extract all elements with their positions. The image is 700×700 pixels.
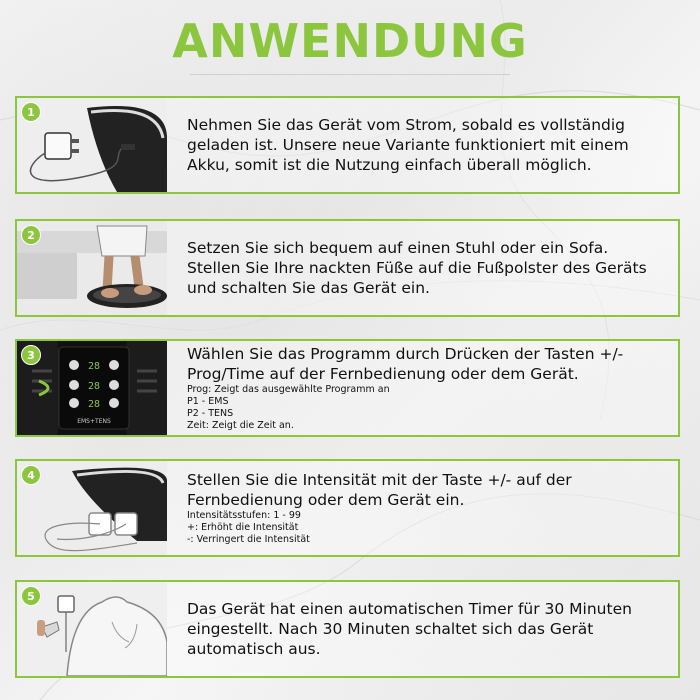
step-4-instruction: Stellen Sie die Intensität mit der Taste +/- auf der Fernbedienung oder dem Gerät ein.: [187, 471, 572, 509]
step-number-badge: 5: [21, 586, 41, 606]
step-5-instruction: Das Gerät hat einen automatischen Timer für 30 Minuten eingestellt. Nach 30 Minuten schaltet sich das Gerät automatisch aus.: [187, 600, 632, 658]
panel-display-program: 28: [87, 361, 101, 372]
step-4-detail: Intensitätsstufen: 1 - 99: [187, 510, 301, 521]
step-4-detail: +: Erhöht die Intensität: [187, 522, 299, 533]
step-3: [15, 339, 680, 437]
step-2-instruction: Setzen Sie sich bequem auf einen Stuhl oder ein Sofa. Stellen Sie Ihre nackten Füße auf die Fußpolster des Geräts und schalten Sie das Gerät ein.: [187, 239, 647, 297]
step-4: [15, 459, 680, 557]
step-3-detail: Prog: Zeigt das ausgewählte Programm an: [187, 384, 390, 395]
panel-display-intensity: 28: [87, 381, 101, 392]
step-number-badge: 4: [21, 465, 41, 485]
title-divider: [190, 74, 510, 75]
step-5: [15, 580, 680, 678]
page-title: ANWENDUNG: [172, 14, 528, 68]
step-4-detail: -: Verringert die Intensität: [187, 534, 310, 545]
step-number-badge: 1: [21, 102, 41, 122]
step-3-detail: P2 - TENS: [187, 408, 234, 419]
step-1-instruction: Nehmen Sie das Gerät vom Strom, sobald es vollständig geladen ist. Unsere neue Variante funktioniert mit einem Akku, somit ist die Nutzung einfach überall möglich.: [187, 116, 629, 174]
step-1: [15, 96, 680, 194]
panel-brand-label: EMS+TENS: [77, 418, 111, 425]
step-number-badge: 2: [21, 225, 41, 245]
step-3-detail: Zeit: Zeigt die Zeit an.: [187, 420, 294, 431]
step-3-detail: P1 - EMS: [187, 396, 229, 407]
step-number-badge: 3: [21, 345, 41, 365]
step-2: [15, 219, 680, 317]
panel-display-time: 28: [87, 399, 101, 410]
step-3-instruction: Wählen Sie das Programm durch Drücken der Tasten +/- Prog/Time auf der Fernbedienung oder dem Gerät.: [187, 345, 624, 383]
